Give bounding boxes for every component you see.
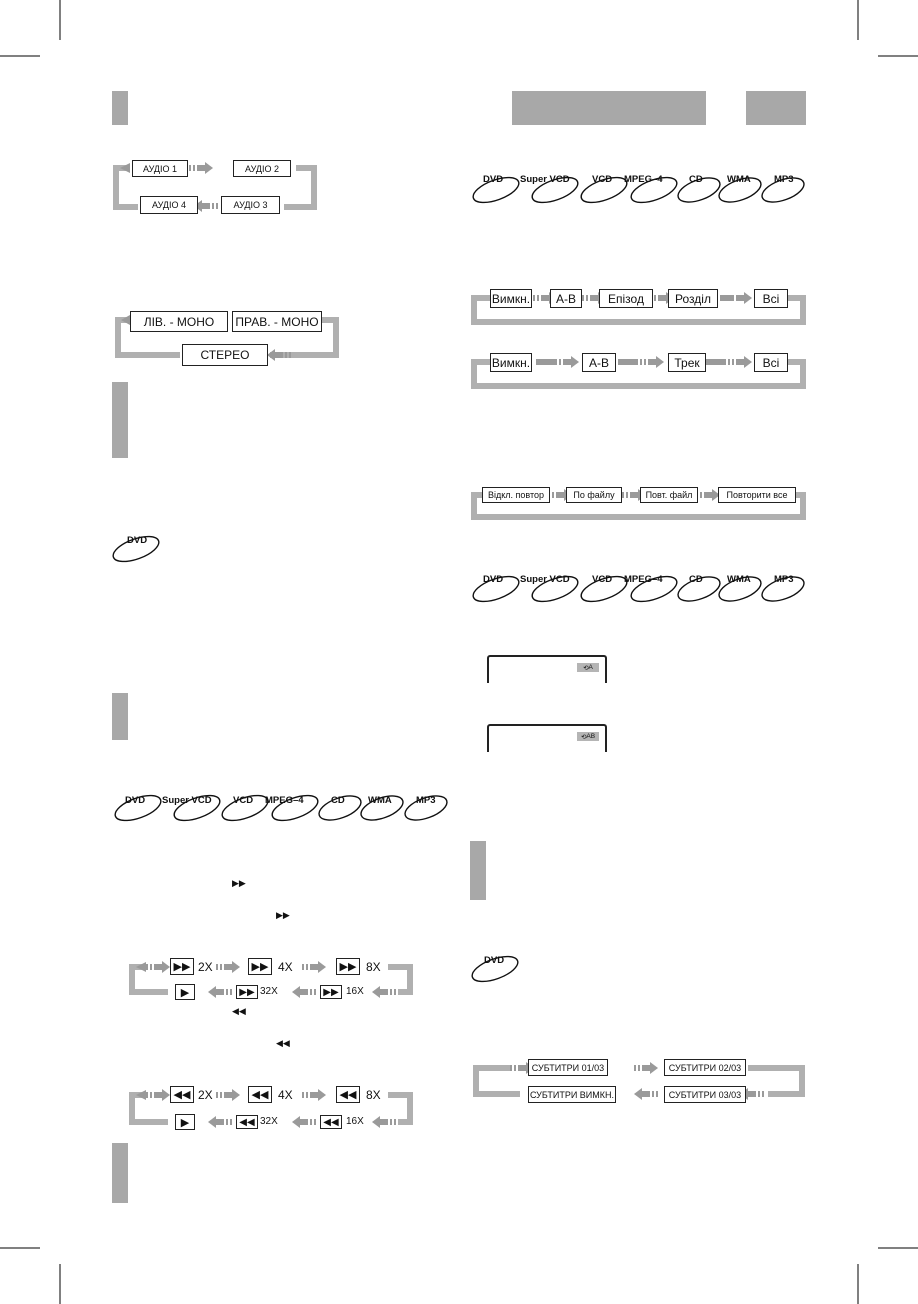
repeat-icon: ⟲ bbox=[580, 733, 587, 741]
left-mono-box: ЛІВ. - МОНО bbox=[130, 311, 228, 332]
disc-label-wma: WMA bbox=[727, 574, 751, 585]
speed-32x: 32X bbox=[260, 986, 278, 997]
disc-label-dvd: DVD bbox=[483, 574, 504, 585]
disc-label-mpeg4: MPEG–4 bbox=[624, 174, 663, 185]
repeat-ab-indicator bbox=[577, 732, 599, 741]
disc-label-dvd-single: DVD bbox=[127, 535, 148, 546]
audio-1-box: АУДІО 1 bbox=[132, 160, 188, 177]
speed-2x: 2X bbox=[198, 960, 213, 974]
fast-reverse-icon: ◀◀ bbox=[232, 1006, 246, 1016]
subtitle-1-box: СУБТИТРИ 01/03 bbox=[528, 1059, 608, 1076]
subtitle-2-box: СУБТИТРИ 02/03 bbox=[664, 1059, 746, 1076]
audio-2-box: АУДІО 2 bbox=[233, 160, 291, 177]
disc-label-wma: WMA bbox=[727, 174, 751, 185]
repeat-file-box: Повт. файл bbox=[640, 487, 698, 503]
fast-forward-icon: ▶▶ bbox=[248, 958, 272, 975]
repeat-file-off-box: Відкл. повтор bbox=[482, 487, 550, 503]
repeat-icon: ⟲ bbox=[583, 664, 589, 672]
speed-4x: 4X bbox=[278, 960, 293, 974]
disc-label-mpeg4: MPEG–4 bbox=[265, 795, 304, 806]
disc-label-mp3: MP3 bbox=[416, 795, 436, 806]
disc-label-vcd: VCD bbox=[592, 174, 613, 185]
disc-label-dvd: DVD bbox=[125, 795, 146, 806]
disc-label-mp3: MP3 bbox=[774, 574, 794, 585]
disc-label-mpeg4: MPEG–4 bbox=[624, 574, 663, 585]
speed-32x: 32X bbox=[260, 1116, 278, 1127]
repeat-chapter-box: Розділ bbox=[668, 289, 718, 308]
disc-label-dvd-single: DVD bbox=[484, 955, 505, 966]
speed-2x: 2X bbox=[198, 1088, 213, 1102]
play-icon: ▶ bbox=[175, 984, 195, 1000]
fast-reverse-icon: ◀◀ bbox=[236, 1115, 258, 1129]
repeat-ab-label: AB bbox=[586, 733, 596, 740]
repeat-a-label: A bbox=[588, 664, 593, 671]
repeat-by-file-box: По файлу bbox=[566, 487, 622, 503]
repeat-ab-box: A-B bbox=[582, 353, 616, 372]
audio-4-box: АУДІО 4 bbox=[140, 196, 198, 214]
play-icon: ▶ bbox=[175, 1114, 195, 1130]
disc-label-cd: CD bbox=[689, 574, 703, 585]
fast-reverse-icon: ◀◀ bbox=[170, 1086, 194, 1103]
audio-3-box: АУДІО 3 bbox=[221, 196, 280, 214]
disc-label-mp3: MP3 bbox=[774, 174, 794, 185]
subtitle-3-box: СУБТИТРИ 03/03 bbox=[664, 1086, 746, 1103]
fast-reverse-icon: ◀◀ bbox=[336, 1086, 360, 1103]
fast-forward-icon: ▶▶ bbox=[320, 985, 342, 999]
fast-reverse-icon: ◀◀ bbox=[248, 1086, 272, 1103]
disc-label-cd: CD bbox=[331, 795, 345, 806]
fast-forward-icon: ▶▶ bbox=[232, 878, 246, 888]
disc-label-svcd: Super VCD bbox=[162, 795, 212, 806]
fast-forward-icon: ▶▶ bbox=[236, 985, 258, 999]
repeat-a-indicator bbox=[577, 663, 599, 672]
repeat-a-screen bbox=[487, 655, 607, 683]
repeat-all-box: Всі bbox=[754, 289, 788, 308]
right-mono-box: ПРАВ. - МОНО bbox=[232, 311, 322, 332]
speed-4x: 4X bbox=[278, 1088, 293, 1102]
fast-forward-icon: ▶▶ bbox=[170, 958, 194, 975]
disc-label-svcd: Super VCD bbox=[520, 574, 570, 585]
speed-16x: 16X bbox=[346, 1116, 364, 1127]
subtitle-off-box: СУБТИТРИ ВИМКН. bbox=[528, 1086, 616, 1103]
repeat-ab-box: A-B bbox=[550, 289, 582, 308]
repeat-episode-box: Епізод bbox=[599, 289, 653, 308]
fast-forward-icon: ▶▶ bbox=[336, 958, 360, 975]
disc-label-vcd: VCD bbox=[233, 795, 254, 806]
repeat-ab-screen bbox=[487, 724, 607, 752]
fast-reverse-icon: ◀◀ bbox=[320, 1115, 342, 1129]
repeat-off-box: Вимкн. bbox=[490, 289, 532, 308]
fast-reverse-icon: ◀◀ bbox=[276, 1038, 290, 1048]
speed-16x: 16X bbox=[346, 986, 364, 997]
speed-8x: 8X bbox=[366, 960, 381, 974]
repeat-track-box: Трек bbox=[668, 353, 706, 372]
fast-forward-icon: ▶▶ bbox=[276, 910, 290, 920]
disc-label-wma: WMA bbox=[368, 795, 392, 806]
disc-label-vcd: VCD bbox=[592, 574, 613, 585]
repeat-off-box: Вимкн. bbox=[490, 353, 532, 372]
speed-8x: 8X bbox=[366, 1088, 381, 1102]
stereo-box: СТЕРЕО bbox=[182, 344, 268, 366]
disc-label-svcd: Super VCD bbox=[520, 174, 570, 185]
disc-label-dvd: DVD bbox=[483, 174, 504, 185]
disc-label-cd: CD bbox=[689, 174, 703, 185]
repeat-all-files-box: Повторити все bbox=[718, 487, 796, 503]
repeat-all-box: Всі bbox=[754, 353, 788, 372]
